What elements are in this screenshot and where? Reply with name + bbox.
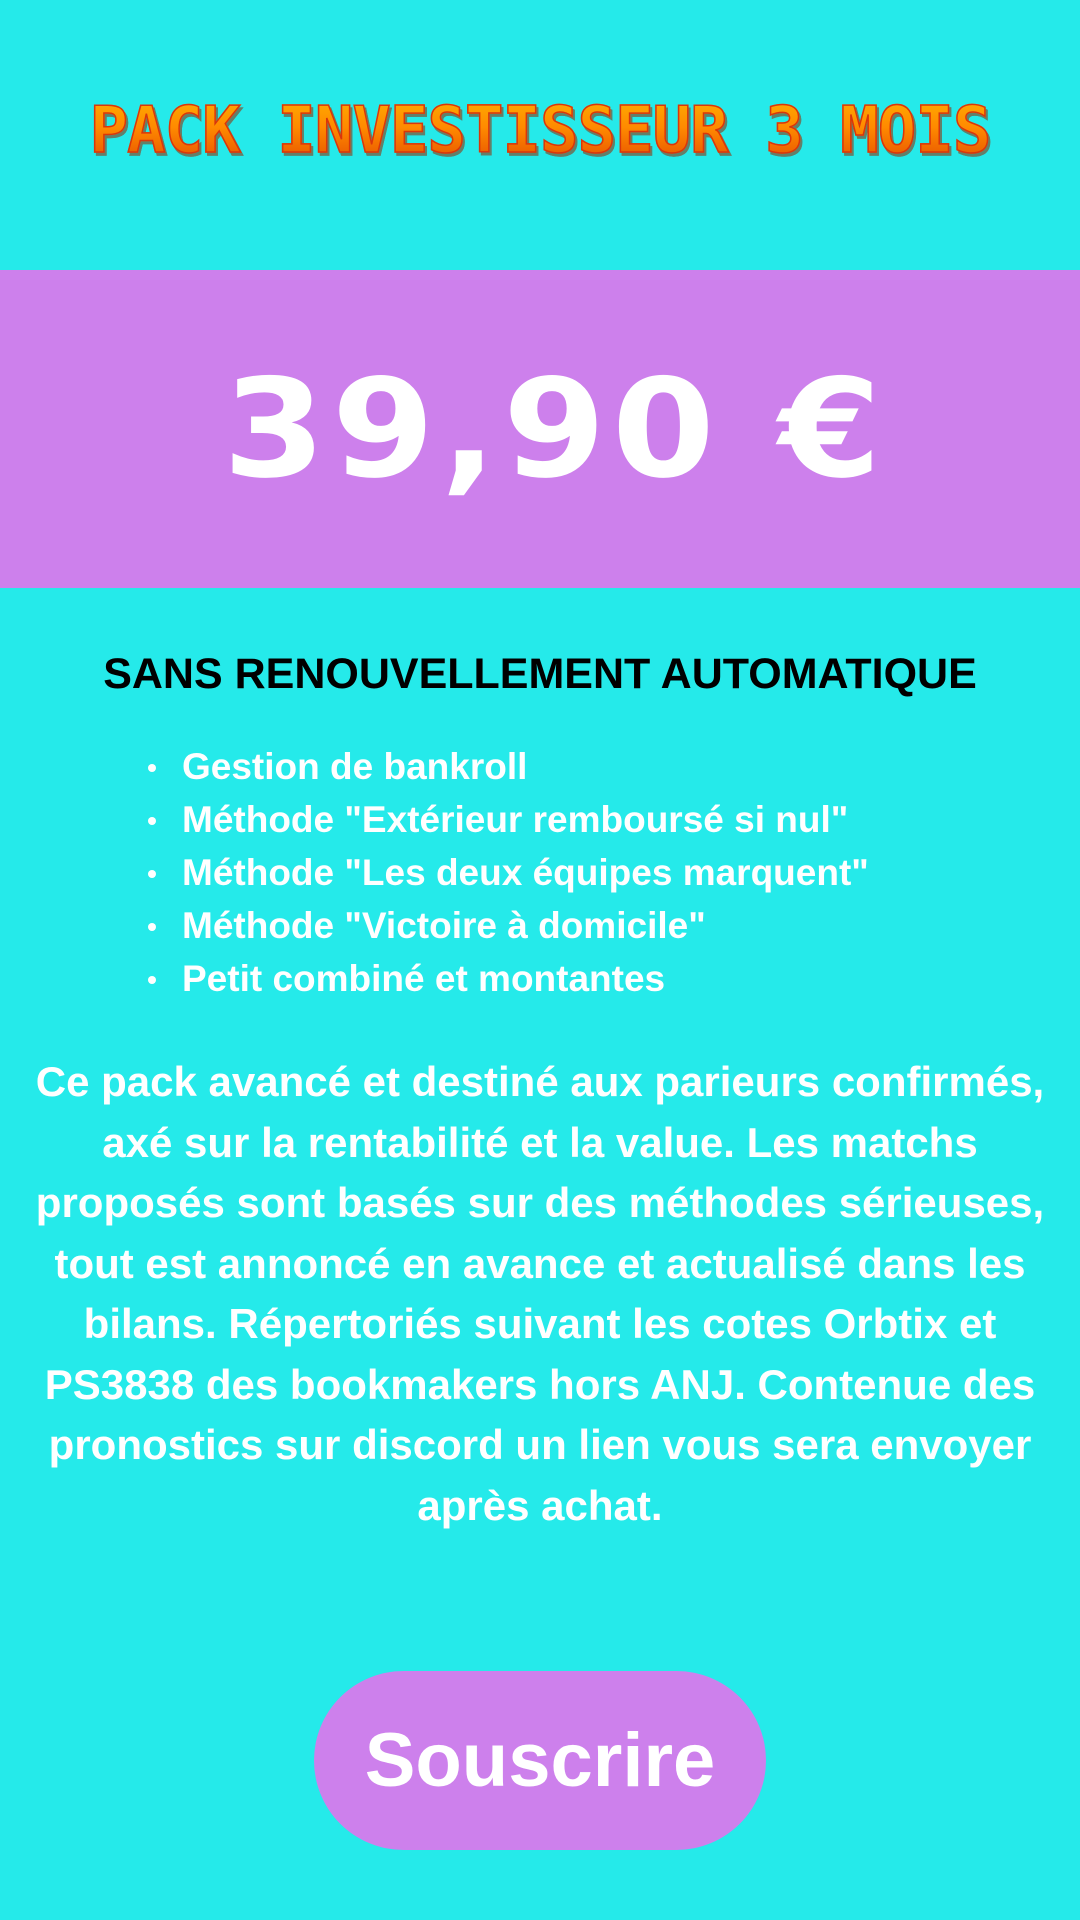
price-label: 39,90 € <box>222 349 888 509</box>
title-band <box>0 0 1080 270</box>
feature-item-combine: Petit combiné et montantes <box>145 952 869 1005</box>
feature-item-victoire-domicile: Méthode "Victoire à domicile" <box>145 899 869 952</box>
feature-item-bankroll: Gestion de bankroll <box>145 740 869 793</box>
features-list <box>145 740 869 1005</box>
pack-description: Ce pack avancé et destiné aux parieurs confirmés, axé sur la rentabilité et la value. Les matchs proposés sont basés sur des méthodes sérieuses, tout est annoncé en avance et actualisé dans les bilans. Répertoriés suivant les cotes Orbtix et PS3838 des bookmakers hors ANJ. Contenue des pronostics sur discord un lien vous sera envoyer après achat. <box>35 1058 1045 1529</box>
subscribe-button[interactable]: Souscrire <box>314 1671 766 1850</box>
price-banner <box>0 270 1080 588</box>
pack-title: PACK INVESTISSEUR 3 MOIS <box>89 94 991 168</box>
feature-item-exterieur: Méthode "Extérieur remboursé si nul" <box>145 793 869 846</box>
renewal-subtitle: SANS RENOUVELLEMENT AUTOMATIQUE <box>103 650 977 698</box>
feature-item-deux-equipes: Méthode "Les deux équipes marquent" <box>145 846 869 899</box>
